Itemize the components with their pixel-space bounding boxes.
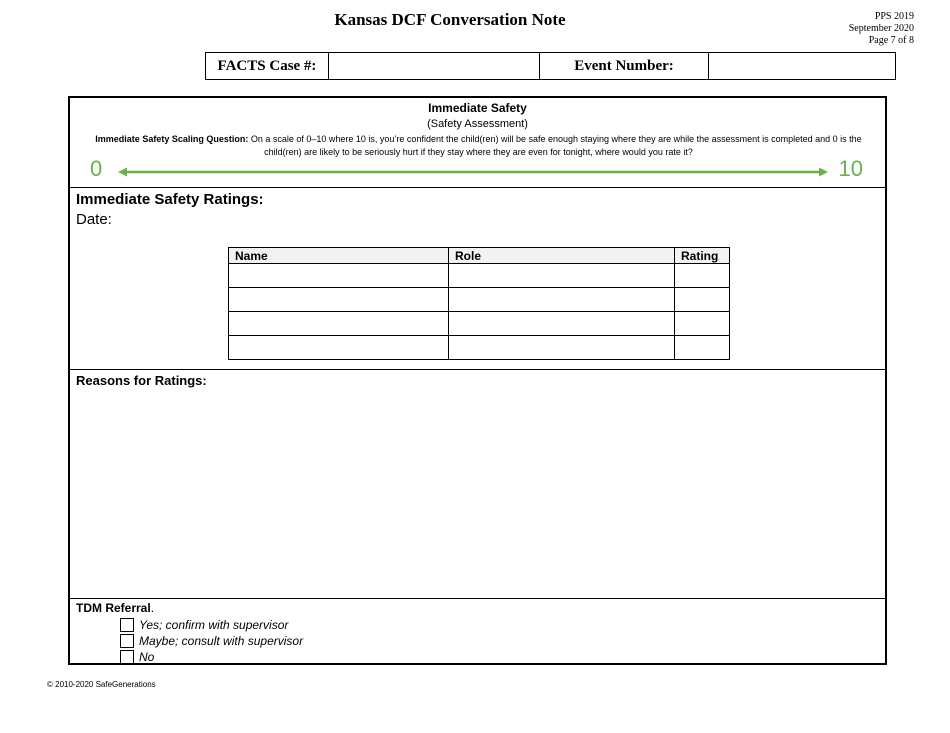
scaling-question	[76, 133, 881, 159]
column-header-name: Name	[229, 248, 449, 264]
scale-arrow	[118, 166, 828, 178]
copyright-footer: © 2010-2020 SafeGenerations	[47, 680, 156, 689]
tdm-option-yes[interactable]	[120, 617, 288, 633]
case-info-table	[205, 52, 896, 80]
facts-case-field[interactable]	[329, 53, 540, 80]
checkbox[interactable]	[120, 650, 134, 664]
tdm-option-label: No	[139, 650, 155, 664]
checkbox[interactable]	[120, 634, 134, 648]
name-cell[interactable]	[229, 264, 449, 288]
form-id: PPS 2019	[874, 11, 914, 22]
event-number-label: Event Number:	[540, 53, 709, 80]
tdm-heading-suffix: .	[150, 601, 155, 615]
table-row	[229, 336, 730, 360]
form-meta	[849, 11, 914, 47]
tdm-referral-section	[70, 599, 885, 663]
name-cell[interactable]	[229, 312, 449, 336]
tdm-option-label: Maybe; consult with supervisor	[139, 634, 304, 648]
tdm-option-maybe[interactable]	[120, 633, 303, 649]
tdm-heading	[76, 601, 154, 615]
reasons-section[interactable]	[70, 370, 885, 599]
immediate-safety-subtitle: (Safety Assessment)	[427, 118, 528, 130]
date-label: Date:	[76, 211, 112, 228]
column-header-role: Role	[449, 248, 675, 264]
rating-cell[interactable]	[675, 336, 730, 360]
ratings-table	[228, 247, 730, 360]
page-number: Page 7 of 8	[868, 35, 914, 46]
rating-cell[interactable]	[675, 288, 730, 312]
rating-cell[interactable]	[675, 312, 730, 336]
checkbox[interactable]	[120, 618, 134, 632]
facts-case-label: FACTS Case #:	[206, 53, 329, 80]
tdm-option-no[interactable]	[120, 649, 154, 665]
ratings-heading: Immediate Safety Ratings:	[76, 191, 264, 208]
scale-max-label: 10	[838, 156, 863, 181]
role-cell[interactable]	[449, 264, 675, 288]
name-cell[interactable]	[229, 336, 449, 360]
tdm-option-label: Yes; confirm with supervisor	[139, 618, 289, 632]
table-row	[229, 288, 730, 312]
scaling-question-label: Immediate Safety Scaling Question:	[95, 134, 249, 144]
document-title: Kansas DCF Conversation Note	[334, 10, 566, 29]
safety-ratings-section	[70, 188, 885, 370]
role-cell[interactable]	[449, 336, 675, 360]
table-row	[229, 312, 730, 336]
safety-form-frame	[68, 96, 887, 665]
table-row	[229, 264, 730, 288]
tdm-heading-label: TDM Referral	[76, 601, 151, 615]
role-cell[interactable]	[449, 312, 675, 336]
immediate-safety-title: Immediate Safety	[428, 101, 527, 115]
name-cell[interactable]	[229, 288, 449, 312]
column-header-rating: Rating	[675, 248, 730, 264]
event-number-field[interactable]	[709, 53, 896, 80]
form-date: September 2020	[848, 23, 914, 34]
scaling-question-text: On a scale of 0–10 where 10 is, you’re confident the child(ren) will be safe enough staying where they are while the assessment is completed and 0 is the child(ren) are likely to be seriously hurt if they stay where they are even for tonight, where would you rate it?	[248, 134, 862, 157]
role-cell[interactable]	[449, 288, 675, 312]
scale-min-label: 0	[90, 156, 103, 181]
immediate-safety-section	[70, 98, 885, 188]
rating-cell[interactable]	[675, 264, 730, 288]
reasons-heading: Reasons for Ratings:	[76, 373, 207, 388]
